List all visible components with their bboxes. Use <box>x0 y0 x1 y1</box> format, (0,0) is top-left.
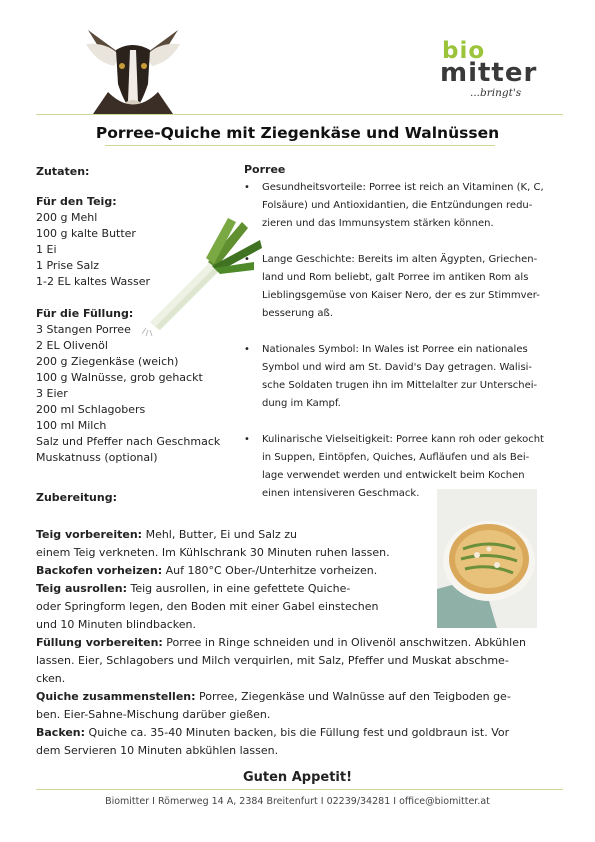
title-underline <box>105 145 495 146</box>
fact-line: dung im Kampf. <box>262 398 341 409</box>
step-line <box>36 688 511 706</box>
step-line: lassen. Eier, Schlagobers und Milch verquirlen, mit Salz, Pfeffer und Muskat abschme- <box>36 654 509 667</box>
step-label: Teig ausrollen: <box>36 582 127 595</box>
bullet-icon: • <box>244 182 250 193</box>
fact-line: Lange Geschichte: Bereits im alten Ägypten, Griechen- <box>262 254 538 265</box>
bullet-icon: • <box>244 344 250 355</box>
step-line: einem Teig verkneten. Im Kühlschrank 30 Minuten ruhen lassen. <box>36 546 390 559</box>
step-text: Mehl, Butter, Ei und Salz zu <box>142 528 298 541</box>
step-label: Backofen vorheizen: <box>36 564 163 577</box>
step-line: oder Springform legen, den Boden mit einer Gabel einstechen <box>36 600 379 613</box>
bullet-icon: • <box>244 254 250 265</box>
fact-line: einen intensiveren Geschmack. <box>262 488 420 499</box>
fact-line: Nationales Symbol: In Wales ist Porree ein nationales <box>262 344 528 355</box>
step-label: Quiche zusammenstellen: <box>36 690 196 703</box>
fact-line: in Suppen, Eintöpfen, Quiches, Aufläufen und als Bei- <box>262 452 530 463</box>
step-text: Quiche ca. 35-40 Minuten backen, bis die Füllung fest und goldbraun ist. Vor <box>85 726 510 739</box>
goat-photo <box>78 22 188 114</box>
step-text: Porree, Ziegenkäse und Walnüsse auf den Teigboden ge- <box>195 690 511 703</box>
fact-line: Symbol und wird am St. David's Day getragen. Walisi- <box>262 362 533 373</box>
porree-heading: Porree <box>244 163 286 176</box>
step-line: dem Servieren 10 Minuten abkühlen lassen. <box>36 744 279 757</box>
preparation-heading: Zubereitung: <box>36 491 117 504</box>
step-label: Backen: <box>36 726 86 739</box>
ingredients-heading: Zutaten: <box>36 165 90 178</box>
step-label: Teig vorbereiten: <box>36 528 143 541</box>
step-label: Füllung vorbereiten: <box>36 636 163 649</box>
ingredient-item: 200 g Ziegenkäse (weich) <box>36 355 179 368</box>
fact-line: Lieblingsgemüse von Kaiser Nero, der es zur Stimmver- <box>262 290 540 301</box>
fact-line: sche Soldaten trugen ihn im Mittelalter zur Unterschei- <box>262 380 538 391</box>
dough-heading: Für den Teig: <box>36 195 117 208</box>
ingredient-item: 100 g kalte Butter <box>36 227 136 240</box>
fact-line: Gesundheitsvorteile: Porree ist reich an Vitaminen (K, C, <box>262 182 544 193</box>
fact-line: land und Rom beliebt, galt Porree im antiken Rom als <box>262 272 529 283</box>
step-line <box>36 580 350 598</box>
bullet-icon: • <box>244 434 250 445</box>
logo-tagline: ...bringt's <box>470 87 522 99</box>
ingredient-item: 200 g Mehl <box>36 211 98 224</box>
fact-line: Kulinarische Vielseitigkeit: Porree kann roh oder gekocht <box>262 434 544 445</box>
step-line: und 10 Minuten blindbacken. <box>36 618 196 631</box>
step-text: Teig ausrollen, in eine gefettete Quiche- <box>127 582 351 595</box>
leek-photo <box>142 218 264 336</box>
step-line <box>36 634 526 652</box>
ingredient-item: 200 ml Schlagobers <box>36 403 146 416</box>
ingredient-item: 3 Eier <box>36 387 68 400</box>
ingredient-item: 1-2 EL kaltes Wasser <box>36 275 150 288</box>
ingredient-item: 1 Ei <box>36 243 57 256</box>
step-text: Auf 180°C Ober-/Unterhitze vorheizen. <box>162 564 378 577</box>
ingredient-item: Salz und Pfeffer nach Geschmack <box>36 435 221 448</box>
step-line <box>36 562 377 580</box>
ingredient-item: 1 Prise Salz <box>36 259 100 272</box>
fact-line: lage verwendet werden und entwickelt beim Kochen <box>262 470 525 481</box>
header-rule <box>36 114 563 115</box>
footer-rule <box>36 789 563 790</box>
fact-line: besserung aß. <box>262 308 333 319</box>
biomitter-logo <box>430 38 550 108</box>
fact-line: zieren und das Immunsystem stärken können. <box>262 218 494 229</box>
step-line: cken. <box>36 672 66 685</box>
step-text: Porree in Ringe schneiden und in Olivenöl anschwitzen. Abkühlen <box>162 636 526 649</box>
fact-line: Folsäure) und Antioxidantien, die Entzündungen redu- <box>262 200 533 211</box>
ingredient-item: 2 EL Olivenöl <box>36 339 108 352</box>
ingredient-item: 3 Stangen Porree <box>36 323 131 336</box>
footer-contact: Biomitter I Römerweg 14 A, 2384 Breitenfurt I 02239/34281 I office@biomitter.at <box>105 796 490 807</box>
ingredient-item: 100 ml Milch <box>36 419 107 432</box>
page-title: Porree-Quiche mit Ziegenkäse und Walnüssen <box>95 124 500 142</box>
closing-line: Guten Appetit! <box>242 770 353 785</box>
step-line <box>36 526 297 544</box>
quiche-photo <box>437 489 537 628</box>
step-line <box>36 724 509 742</box>
step-line: ben. Eier-Sahne-Mischung darüber gießen. <box>36 708 271 721</box>
ingredient-item: Muskatnuss (optional) <box>36 451 158 464</box>
logo-bio: bio <box>442 38 486 64</box>
logo-mitter: mitter <box>440 58 538 88</box>
ingredient-item: 100 g Walnüsse, grob gehackt <box>36 371 203 384</box>
filling-heading: Für die Füllung: <box>36 307 134 320</box>
